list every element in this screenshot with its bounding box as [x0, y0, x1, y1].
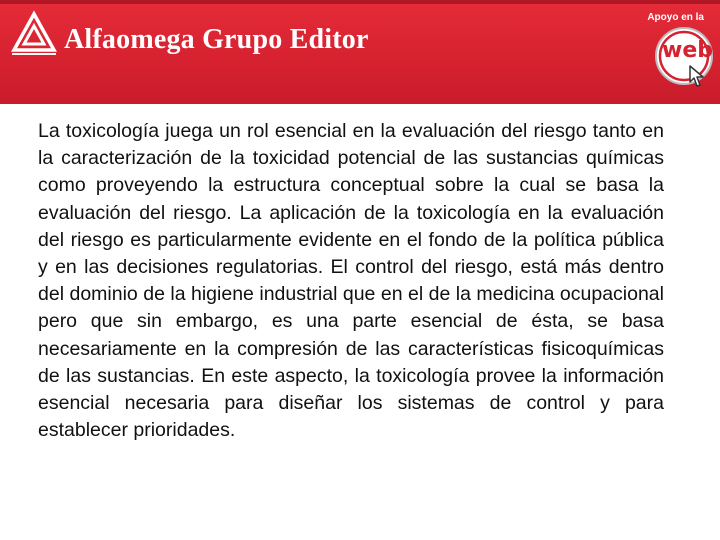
header-top-line [0, 0, 720, 4]
body-paragraph: La toxicología juega un rol esencial en la evaluación del riesgo tanto en la caracterización de la toxicidad potencial de las sustancias químicas como proveyendo la estructura conceptual sobre la cual se basa la evaluación del riesgo. La aplicación de la toxicología en la evaluación del riesgo es particularmente evidente en el fondo de la política pública y en las decisiones regulatorias. El control del riesgo, está más dentro del dominio de la higiene industrial que en el de la medicina ocupacional pero que sin embargo, es una parte esencial de ésta, se basa necesariamente en la compresión de las características fisicoquímicas de las sustancias. En este aspecto, la toxicología provee la información esencial necesaria para diseñar los sistemas de control y para establecer prioridades. [38, 120, 664, 442]
triangle-a-logo-icon [10, 10, 58, 56]
web-badge-text: web [662, 38, 713, 63]
brand-name: Alfaomega Grupo Editor [64, 24, 369, 55]
header-banner [0, 0, 720, 104]
web-badge-label: Apoyo en la [647, 12, 704, 23]
